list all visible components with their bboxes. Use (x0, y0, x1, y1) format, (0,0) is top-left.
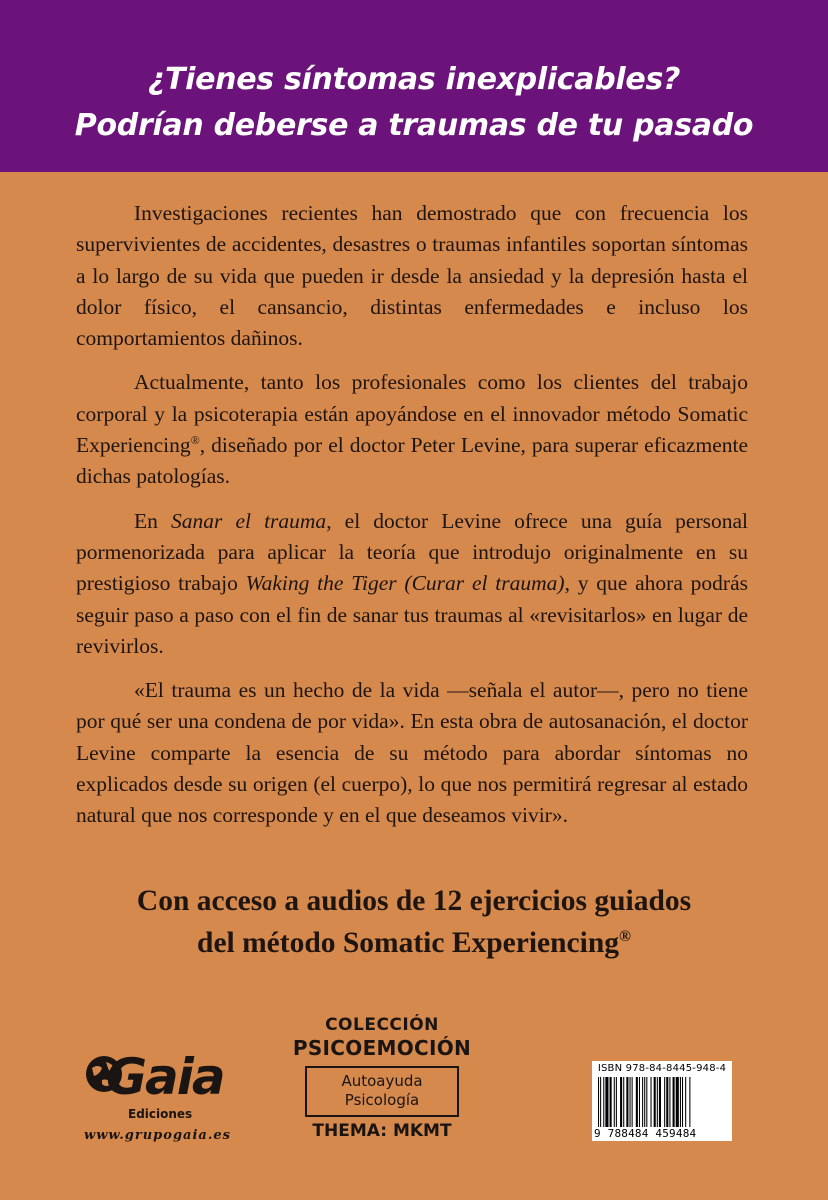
barcode-bar (654, 1077, 656, 1127)
barcode-bar (680, 1077, 681, 1127)
barcode-bar (689, 1077, 690, 1127)
barcode-bar (598, 1077, 599, 1127)
barcode-bar (657, 1077, 658, 1127)
barcode-bar (664, 1077, 665, 1127)
promo-callout (0, 880, 828, 964)
barcode-bar (605, 1077, 608, 1127)
paragraph-1-text: Investigaciones recientes han demostrado que con frecuencia los supervivientes de accidentes, desastres o traumas infantiles soportan síntomas a lo largo de su vida que pueden ir desde la ansiedad y la depresión hasta el dolor físico, el cansancio, distintas enfermedades e incluso los comportamientos dañinos. (76, 201, 748, 351)
barcode-bar (610, 1077, 612, 1127)
paragraph-3-text-c: , y que ahora podrás seguir paso a paso con el fin de sanar tus traumas al «revisitarlos» en lugar de revivirlos. (76, 571, 748, 658)
paragraph-4-text: «El trauma es un hecho de la vida —señala el autor—, pero no tiene por qué ser una condena de por vida». En esta obra de autosanación, el doctor Levine comparte la esencia de su método para abordar síntomas no explicados desde su origen (el cuerpo), lo que nos permitirá regresar al estado natural que nos corresponde y en el que deseamos vivir». (76, 678, 748, 828)
barcode-bar (623, 1077, 624, 1127)
paragraph-3-text-a: En (134, 508, 171, 533)
collection-block (284, 1014, 480, 1143)
header-banner (0, 0, 828, 172)
promo-registered-mark: ® (619, 928, 631, 946)
barcode-bar (646, 1077, 647, 1127)
barcode-bar (636, 1077, 638, 1127)
paragraph-4 (76, 675, 748, 831)
thema-code: THEMA: MKMT (312, 1121, 452, 1141)
category-1: Autoayuda (341, 1072, 423, 1090)
paragraph-2-text-b: , diseñado por el doctor Peter Levine, para superar eficazmente dichas patologías. (76, 433, 748, 489)
barcode-bar (651, 1077, 652, 1127)
barcode-bar (603, 1077, 604, 1127)
publisher-subtitle: Ediciones (128, 1107, 193, 1121)
registered-mark: ® (190, 432, 200, 447)
barcode-bar (630, 1077, 631, 1127)
isbn-barcode (592, 1061, 732, 1141)
barcode-bar (685, 1077, 686, 1127)
previous-book-title-italic: Waking the Tiger (Curar el trauma) (245, 571, 565, 596)
barcode-bar (644, 1077, 645, 1127)
barcode-bar (676, 1077, 679, 1127)
isbn-number: ISBN 978-84-8445-948-4 (597, 1063, 727, 1074)
paragraph-2-text-a: Actualmente, tanto los profesionales como los clientes del trabajo corporal y la psicoterapia están apoyándose en el innovador método Somatic Experiencing (76, 370, 748, 458)
paragraph-2 (76, 367, 748, 492)
category-2: Psicología (344, 1091, 420, 1109)
barcode-bar (632, 1077, 633, 1127)
barcode-bar (673, 1077, 675, 1127)
barcode-bar (682, 1077, 683, 1127)
barcode-bars (598, 1077, 726, 1127)
collection-name: PSICOEMOCIÓN (292, 1036, 472, 1060)
header-subtitle: Podrían deberse a traumas de tu pasado (74, 108, 754, 143)
publisher-name: Gaia (106, 1048, 224, 1106)
promo-line-1: Con acceso a audios de 12 ejercicios guiados (136, 885, 692, 917)
ean-number: 9 788484 459484 (594, 1127, 697, 1140)
barcode-bar (639, 1077, 640, 1127)
publisher-url: www.grupogaia.es (84, 1128, 231, 1143)
barcode-bar (614, 1077, 615, 1127)
barcode-bar (600, 1077, 601, 1127)
barcode-bar (620, 1077, 622, 1127)
barcode-bar (666, 1077, 668, 1127)
paragraph-3-text-b: , el doctor Levine ofrece una guía personal pormenorizada para aplicar la teoría que introdujo originalmente en su prestigioso trabajo (76, 508, 748, 596)
promo-line-2-text: del método Somatic Experiencing (197, 927, 620, 959)
barcode-bar (659, 1077, 661, 1127)
category-box (305, 1066, 459, 1117)
paragraph-1 (76, 198, 748, 354)
paragraph-3 (76, 506, 748, 662)
back-cover-text (76, 198, 748, 845)
publisher-logo (84, 1040, 244, 1150)
book-title-italic: Sanar el trauma (170, 508, 327, 533)
barcode-bar (669, 1077, 670, 1127)
collection-label: COLECCIÓN (325, 1015, 439, 1035)
promo-line-2 (0, 922, 828, 964)
barcode-bar (626, 1077, 628, 1127)
barcode-bar (642, 1077, 643, 1127)
header-question: ¿Tienes síntomas inexplicables? (147, 62, 681, 97)
barcode-bar (616, 1077, 617, 1127)
